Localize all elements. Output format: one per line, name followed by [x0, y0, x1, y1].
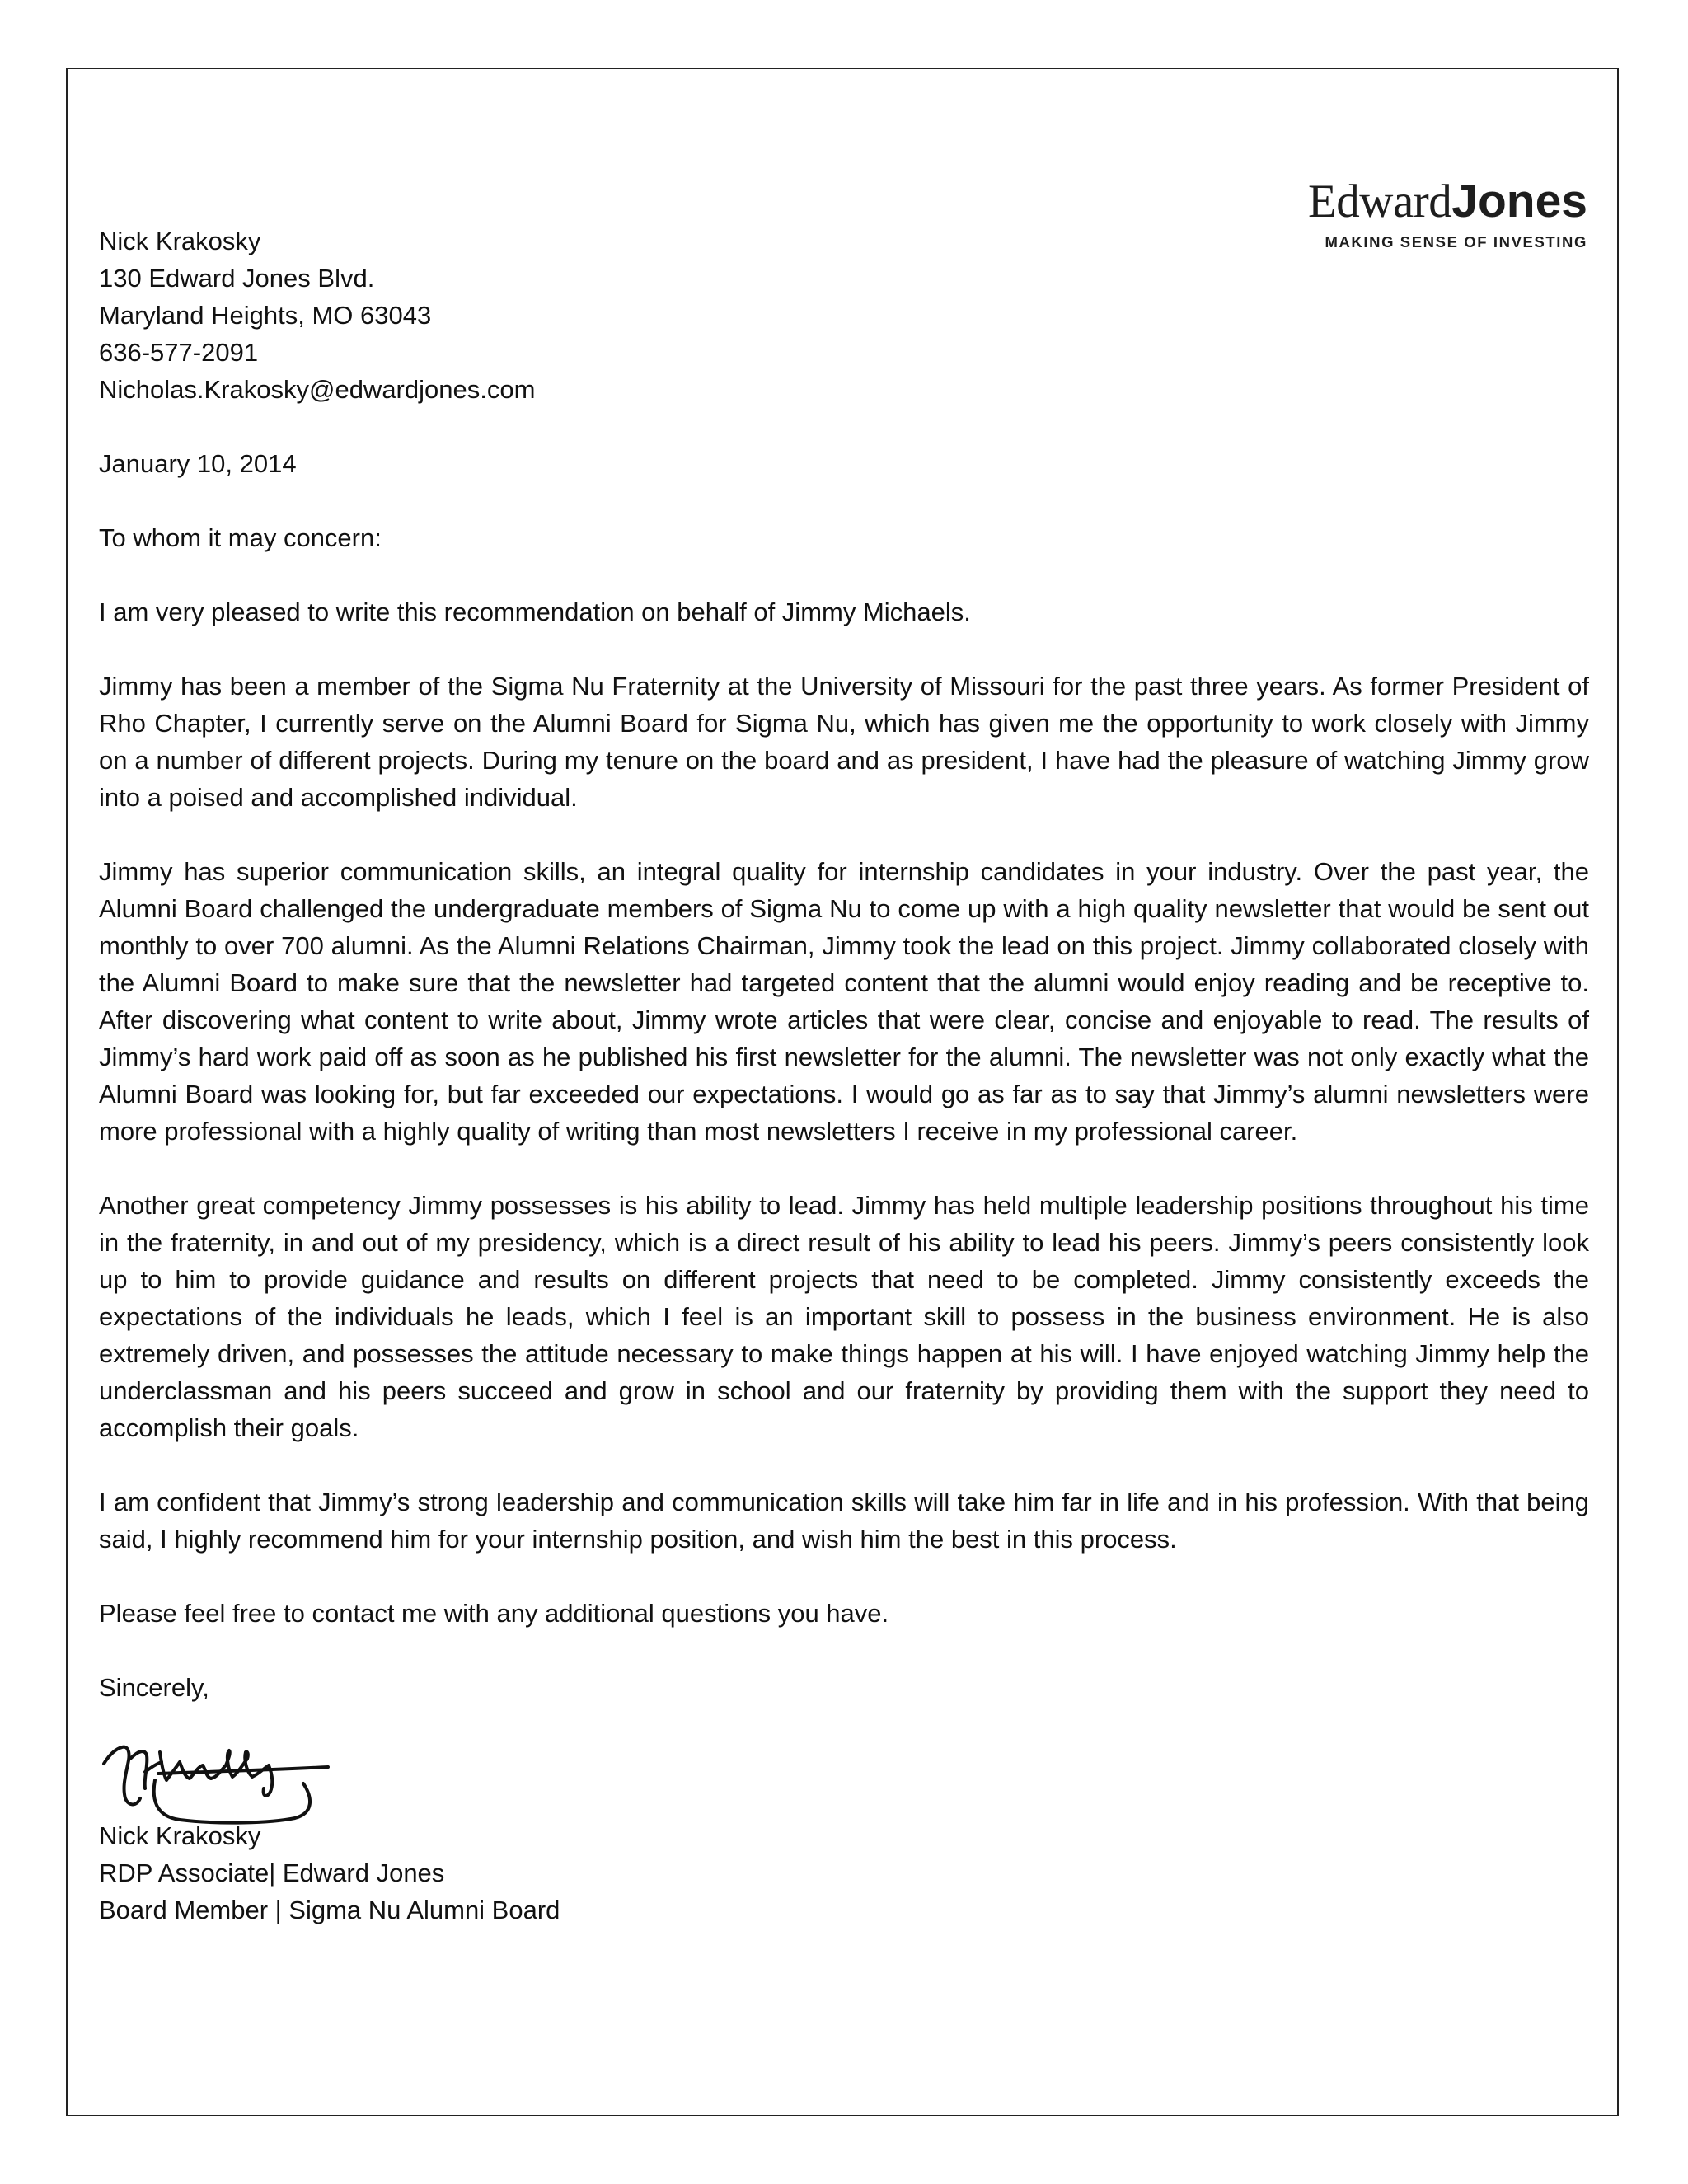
paragraph-contact: Please feel free to contact me with any additional questions you have.: [99, 1599, 889, 1628]
paragraph-recommendation: I am confident that Jimmy’s strong leadership and communication skills will take him far in life and in his profession. With that being said, I highly recommend him for your internship position, and wish him the best in this process.: [99, 1488, 1589, 1554]
logo-wordmark: [1286, 175, 1587, 228]
closing: Sincerely,: [99, 1673, 209, 1702]
letter-body: [99, 223, 1589, 1929]
signature-block: [99, 1817, 1589, 1929]
logo-brand-regular: Edward: [1307, 176, 1452, 227]
signer-title-2: Board Member | Sigma Nu Alumni Board: [99, 1896, 560, 1924]
handwritten-signature: [97, 1741, 377, 1831]
signer-name: Nick Krakosky: [99, 1821, 261, 1850]
sender-email: Nicholas.Krakosky@edwardjones.com: [99, 375, 536, 404]
letter-date: January 10, 2014: [99, 449, 297, 478]
salutation: To whom it may concern:: [99, 523, 382, 552]
sender-street: 130 Edward Jones Blvd.: [99, 264, 375, 293]
paragraph-leadership: Another great competency Jimmy possesses is his ability to lead. Jimmy has held multiple leadership positions throughout his time in the fraternity, in and out of my presidency, which is a direct result of his ability to lead his peers. Jimmy’s peers consistently look up to him to provide guidance and results on different projects that need to be completed. Jimmy consistently exceeds the expectations of the individuals he leads, which I feel is an important skill to possess in the business environment. He is also extremely driven, and possesses the attitude necessary to make things happen at his will. I have enjoyed watching Jimmy help the underclassman and his peers succeed and grow in school and our fraternity by providing them with the support they need to accomplish their goals.: [99, 1191, 1589, 1442]
sender-phone: 636-577-2091: [99, 338, 259, 367]
logo-brand-bold: Jones: [1451, 175, 1587, 227]
logo-tagline: MAKING SENSE OF INVESTING: [1325, 233, 1587, 251]
sender-city-state-zip: Maryland Heights, MO 63043: [99, 301, 432, 330]
signer-title-1: RDP Associate| Edward Jones: [99, 1858, 445, 1887]
sender-address-block: [99, 223, 1589, 408]
paragraph-intro: I am very pleased to write this recommendation on behalf of Jimmy Michaels.: [99, 598, 971, 626]
paragraph-membership: Jimmy has been a member of the Sigma Nu Fraternity at the University of Missouri for the past three years. As former President of Rho Chapter, I currently serve on the Alumni Board for Sigma Nu, which has given me the opportunity to work closely with Jimmy on a number of different projects. During my tenure on the board and as president, I have had the pleasure of watching Jimmy grow into a poised and accomplished individual.: [99, 672, 1589, 812]
sender-name: Nick Krakosky: [99, 227, 261, 255]
paragraph-communication: Jimmy has superior communication skills, an integral quality for internship candidates in your industry. Over the past year, the Alumni Board challenged the undergraduate members of Sigma Nu to come up with a high quality newsletter that would be sent out monthly to over 700 alumni. As the Alumni Relations Chairman, Jimmy took the lead on this project. Jimmy collaborated closely with the Alumni Board to make sure that the newsletter had targeted content that the alumni would enjoy reading and be receptive to. After discovering what content to write about, Jimmy wrote articles that were clear, concise and enjoyable to read. The results of Jimmy’s hard work paid off as soon as he published his first newsletter for the alumni. The newsletter was not only exactly what the Alumni Board was looking for, but far exceeded our expectations. I would go as far as to say that Jimmy’s alumni newsletters were more professional with a highly quality of writing than most newsletters I receive in my professional career.: [99, 857, 1589, 1146]
